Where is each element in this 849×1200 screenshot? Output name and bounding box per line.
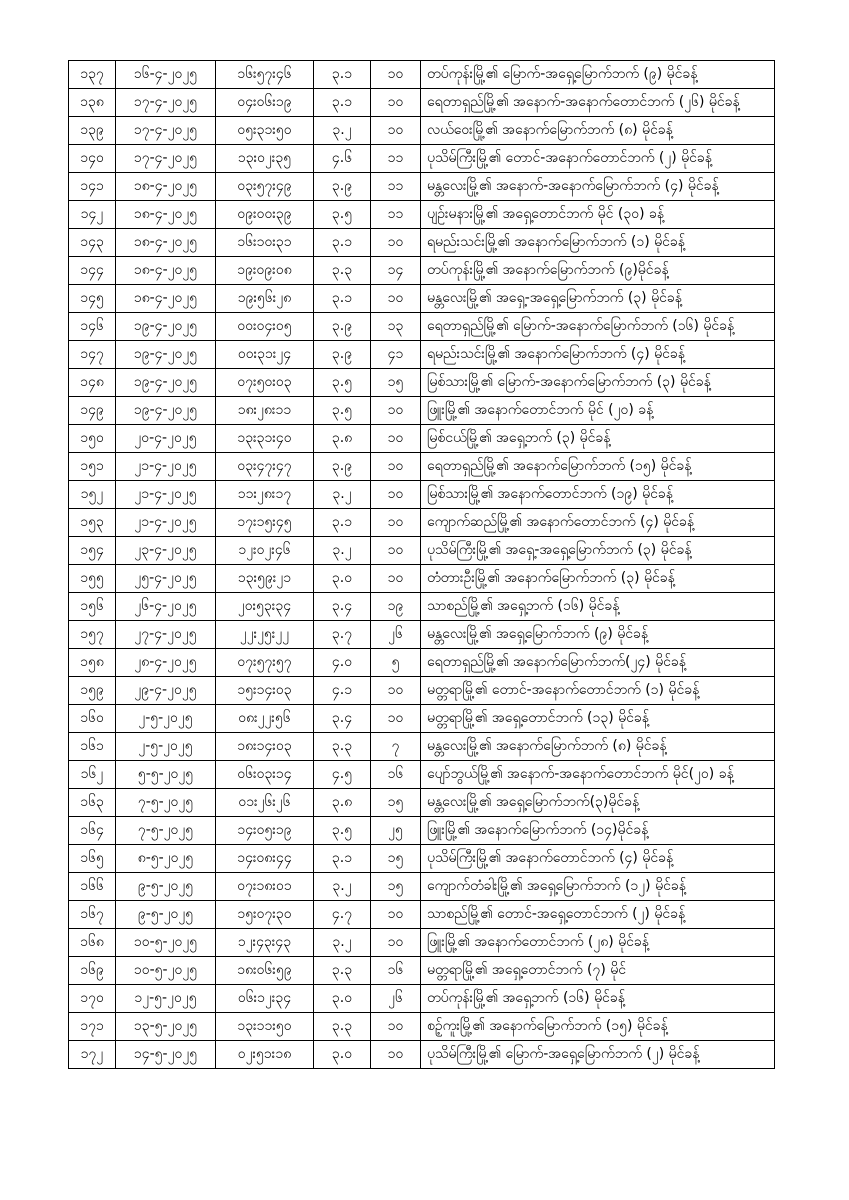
- time-cell: ၁၄း၀၅း၁၉: [216, 817, 314, 845]
- row-number-cell: ၁၇၁: [69, 1013, 116, 1041]
- table-row: [69, 733, 775, 761]
- depth-cell: ၁၄: [371, 257, 421, 285]
- location-cell: မန္တလေးမြို့၏ အရှေ့မြောက်ဘက် (၉) မိုင်ခန့်: [421, 621, 775, 649]
- time-cell: ၀၁း၂၆း၂၆: [216, 789, 314, 817]
- magnitude-cell: ၄.၇: [314, 901, 371, 929]
- date-cell: ၁၇-၄-၂၀၂၅: [116, 89, 216, 117]
- depth-cell: ၁၀: [371, 509, 421, 537]
- table-row: [69, 649, 775, 677]
- date-cell: ၂၅-၄-၂၀၂၅: [116, 565, 216, 593]
- table-row: [69, 593, 775, 621]
- table-row: [69, 453, 775, 481]
- magnitude-cell: ၃.၁: [314, 509, 371, 537]
- row-number-cell: ၁၇၂: [69, 1041, 116, 1069]
- time-cell: ၁၄း၀၈း၄၄: [216, 845, 314, 873]
- table-row: [69, 901, 775, 929]
- location-cell: ပုသိမ်ကြီးမြို့၏ အနောက်တောင်ဘက် (၄) မိုင်ခန့်: [421, 845, 775, 873]
- time-cell: ၀၆း၁၂း၃၄: [216, 985, 314, 1013]
- time-cell: ၀၇း၅၀း၀၃: [216, 369, 314, 397]
- time-cell: ၀၇း၅၇း၅၇: [216, 649, 314, 677]
- time-cell: ၁၅း၁၄း၀၃: [216, 677, 314, 705]
- table-row: [69, 1041, 775, 1069]
- date-cell: ၂၁-၄-၂၀၂၅: [116, 481, 216, 509]
- depth-cell: ၁၀: [371, 929, 421, 957]
- date-cell: ၂၈-၄-၂၀၂၅: [116, 649, 216, 677]
- depth-cell: ၁၀: [371, 89, 421, 117]
- magnitude-cell: ၄.၁: [314, 677, 371, 705]
- depth-cell: ၁၀: [371, 61, 421, 89]
- date-cell: ၂-၅-၂၀၂၅: [116, 705, 216, 733]
- table-row: [69, 173, 775, 201]
- table-row: [69, 89, 775, 117]
- table-row: [69, 817, 775, 845]
- depth-cell: ၁၁: [371, 145, 421, 173]
- magnitude-cell: ၄.၅: [314, 761, 371, 789]
- depth-cell: ၁၀: [371, 901, 421, 929]
- date-cell: ၁၀-၅-၂၀၂၅: [116, 957, 216, 985]
- depth-cell: ၁၁: [371, 201, 421, 229]
- time-cell: ၀၅း၃၁း၅၀: [216, 117, 314, 145]
- depth-cell: ၁၅: [371, 845, 421, 873]
- table-row: [69, 621, 775, 649]
- time-cell: ၁၉း၅၆း၂၈: [216, 285, 314, 313]
- time-cell: ၀၃း၅၇း၄၉: [216, 173, 314, 201]
- location-cell: တပ်ကုန်းမြို့၏ အရှေ့ဘက် (၁၆) မိုင်ခန့်: [421, 985, 775, 1013]
- depth-cell: ၄၁: [371, 341, 421, 369]
- time-cell: ၁၃း၅၉း၂၁: [216, 565, 314, 593]
- time-cell: ၀၇း၁၈း၀၁: [216, 873, 314, 901]
- table-row: [69, 873, 775, 901]
- date-cell: ၂၁-၄-၂၀၂၅: [116, 453, 216, 481]
- row-number-cell: ၁၄၈: [69, 369, 116, 397]
- depth-cell: ၁၀: [371, 425, 421, 453]
- location-cell: ရေတာရှည်မြို့၏ အနောက်မြောက်ဘက်(၂၄) မိုင်ခန့်: [421, 649, 775, 677]
- magnitude-cell: ၃.၁: [314, 845, 371, 873]
- location-cell: ပုသိမ်ကြီးမြို့၏ မြောက်-အရှေ့မြောက်ဘက် (၂) မိုင်ခန့်: [421, 1041, 775, 1069]
- magnitude-cell: ၃.၁: [314, 61, 371, 89]
- row-number-cell: ၁၅၇: [69, 621, 116, 649]
- table-row: [69, 229, 775, 257]
- magnitude-cell: ၃.၁: [314, 229, 371, 257]
- time-cell: ၂၂း၂၅း၂၂: [216, 621, 314, 649]
- time-cell: ၁၆း၅၇း၄၆: [216, 61, 314, 89]
- table-row: [69, 789, 775, 817]
- time-cell: ၂၀း၅၃း၃၄: [216, 593, 314, 621]
- table-row: [69, 677, 775, 705]
- table-row: [69, 845, 775, 873]
- table-row: [69, 705, 775, 733]
- table-row: [69, 929, 775, 957]
- time-cell: ၁၃း၀၂း၃၅: [216, 145, 314, 173]
- magnitude-cell: ၃.၉: [314, 173, 371, 201]
- location-cell: မတ္တရာမြို့၏ အရှေ့တောင်ဘက် (၇) မိုင်: [421, 957, 775, 985]
- row-number-cell: ၁၆၈: [69, 929, 116, 957]
- magnitude-cell: ၃.၅: [314, 201, 371, 229]
- magnitude-cell: ၃.၀: [314, 565, 371, 593]
- row-number-cell: ၁၅၄: [69, 537, 116, 565]
- depth-cell: ၁၀: [371, 537, 421, 565]
- date-cell: ၁၇-၄-၂၀၂၅: [116, 117, 216, 145]
- depth-cell: ၁၅: [371, 369, 421, 397]
- depth-cell: ၁၅: [371, 789, 421, 817]
- magnitude-cell: ၄.၆: [314, 145, 371, 173]
- row-number-cell: ၁၄၀: [69, 145, 116, 173]
- location-cell: ပျော်ဘွယ်မြို့၏ အနောက်-အနောက်တောင်ဘက် မိုင်(၂၀) ခန့်: [421, 761, 775, 789]
- depth-cell: ၇: [371, 733, 421, 761]
- date-cell: ၅-၅-၂၀၂၅: [116, 761, 216, 789]
- magnitude-cell: ၃.၈: [314, 789, 371, 817]
- time-cell: ၁၈း၁၄း၀၃: [216, 733, 314, 761]
- location-cell: မတ္တရာမြို့၏ တောင်-အနောက်တောင်ဘက် (၁) မိုင်ခန့်: [421, 677, 775, 705]
- magnitude-cell: ၃.၅: [314, 369, 371, 397]
- depth-cell: ၁၀: [371, 285, 421, 313]
- time-cell: ၁၆း၁၀း၃၁: [216, 229, 314, 257]
- magnitude-cell: ၃.၂: [314, 481, 371, 509]
- depth-cell: ၁၀: [371, 453, 421, 481]
- time-cell: ၀၈း၂၂း၅၆: [216, 705, 314, 733]
- time-cell: ၁၇း၁၅း၄၅: [216, 509, 314, 537]
- table-row: [69, 761, 775, 789]
- date-cell: ၁၇-၄-၂၀၂၅: [116, 145, 216, 173]
- depth-cell: ၁၀: [371, 565, 421, 593]
- time-cell: ၁၁း၂၈း၁၇: [216, 481, 314, 509]
- date-cell: ၇-၅-၂၀၂၅: [116, 789, 216, 817]
- depth-cell: ၁၅: [371, 873, 421, 901]
- row-number-cell: ၁၅၈: [69, 649, 116, 677]
- time-cell: ၁၅း၀၇း၃၀: [216, 901, 314, 929]
- location-cell: တပ်ကုန်းမြို့၏ အနောက်မြောက်ဘက် (၉)မိုင်ခန့်: [421, 257, 775, 285]
- row-number-cell: ၁၄၂: [69, 201, 116, 229]
- row-number-cell: ၁၅၅: [69, 565, 116, 593]
- location-cell: မြစ်သားမြို့၏ အနောက်တောင်ဘက် (၁၉) မိုင်ခန့်: [421, 481, 775, 509]
- location-cell: တံတားဦးမြို့၏ အနောက်မြောက်ဘက် (၃) မိုင်ခန့်: [421, 565, 775, 593]
- row-number-cell: ၁၆၁: [69, 733, 116, 761]
- location-cell: မန္တလေးမြို့၏ အရှေ့မြောက်ဘက်(၃)မိုင်ခန့်: [421, 789, 775, 817]
- row-number-cell: ၁၅၀: [69, 425, 116, 453]
- depth-cell: ၁၆: [371, 957, 421, 985]
- time-cell: ၀၉း၀၀း၃၉: [216, 201, 314, 229]
- depth-cell: ၂၆: [371, 621, 421, 649]
- depth-cell: ၂၅: [371, 817, 421, 845]
- table-row: [69, 509, 775, 537]
- date-cell: ၇-၅-၂၀၂၅: [116, 817, 216, 845]
- row-number-cell: ၁၆၃: [69, 789, 116, 817]
- date-cell: ၁၀-၅-၂၀၂၅: [116, 929, 216, 957]
- row-number-cell: ၁၄၁: [69, 173, 116, 201]
- table-row: [69, 201, 775, 229]
- magnitude-cell: ၃.၈: [314, 425, 371, 453]
- table-row: [69, 985, 775, 1013]
- location-cell: မြစ်သားမြို့၏ မြောက်-အနောက်မြောက်ဘက် (၃) မိုင်ခန့်: [421, 369, 775, 397]
- date-cell: ၁၄-၅-၂၀၂၅: [116, 1041, 216, 1069]
- depth-cell: ၁၃: [371, 313, 421, 341]
- row-number-cell: ၁၄၅: [69, 285, 116, 313]
- magnitude-cell: ၃.၉: [314, 313, 371, 341]
- magnitude-cell: ၃.၇: [314, 621, 371, 649]
- date-cell: ၉-၅-၂၀၂၅: [116, 873, 216, 901]
- time-cell: ၁၉း၀၉း၀၈: [216, 257, 314, 285]
- magnitude-cell: ၃.၀: [314, 985, 371, 1013]
- time-cell: ၁၃း၃၁း၄၀: [216, 425, 314, 453]
- magnitude-cell: ၃.၄: [314, 705, 371, 733]
- location-cell: ရမည်းသင်းမြို့၏ အနောက်မြောက်ဘက် (၁) မိုင်ခန့်: [421, 229, 775, 257]
- location-cell: လယ်ဝေးမြို့၏ အနောက်မြောက်ဘက် (၈) မိုင်ခန့်: [421, 117, 775, 145]
- date-cell: ၁၈-၄-၂၀၂၅: [116, 201, 216, 229]
- location-cell: မြစ်ငယ်မြို့၏ အရှေ့ဘက် (၃) မိုင်ခန့်: [421, 425, 775, 453]
- location-cell: တပ်ကုန်းမြို့၏ မြောက်-အရှေ့မြောက်ဘက် (၉) မိုင်ခန့်: [421, 61, 775, 89]
- table-row: [69, 397, 775, 425]
- depth-cell: ၁၆: [371, 761, 421, 789]
- row-number-cell: ၁၇၀: [69, 985, 116, 1013]
- date-cell: ၂၀-၄-၂၀၂၅: [116, 425, 216, 453]
- time-cell: ၀၀း၃၁း၂၄: [216, 341, 314, 369]
- time-cell: ၀၀း၀၄း၀၅: [216, 313, 314, 341]
- row-number-cell: ၁၄၉: [69, 397, 116, 425]
- date-cell: ၁၉-၄-၂၀၂၅: [116, 369, 216, 397]
- location-cell: ဖြူးမြို့၏ အနောက်တောင်ဘက် မိုင် (၂၀) ခန့်: [421, 397, 775, 425]
- location-cell: ရမည်းသင်းမြို့၏ အနောက်မြောက်ဘက် (၄) မိုင်ခန့်: [421, 341, 775, 369]
- time-cell: ၁၈း၂၈း၁၁: [216, 397, 314, 425]
- magnitude-cell: ၃.၉: [314, 341, 371, 369]
- time-cell: ၁၃း၁၁း၅၀: [216, 1013, 314, 1041]
- time-cell: ၁၈း၀၆း၅၉: [216, 957, 314, 985]
- date-cell: ၉-၅-၂၀၂၅: [116, 901, 216, 929]
- depth-cell: ၁၀: [371, 481, 421, 509]
- row-number-cell: ၁၅၃: [69, 509, 116, 537]
- magnitude-cell: ၃.၂: [314, 929, 371, 957]
- magnitude-cell: ၃.၂: [314, 537, 371, 565]
- location-cell: ရေတာရှည်မြို့၏ အနောက်မြောက်ဘက် (၁၅) မိုင်ခန့်: [421, 453, 775, 481]
- date-cell: ၂၇-၄-၂၀၂၅: [116, 621, 216, 649]
- date-cell: ၁၂-၅-၂၀၂၅: [116, 985, 216, 1013]
- magnitude-cell: ၃.၁: [314, 285, 371, 313]
- location-cell: ရေတာရှည်မြို့၏ အနောက်-အနောက်တောင်ဘက် (၂၆) မိုင်ခန့်: [421, 89, 775, 117]
- depth-cell: ၁၀: [371, 1041, 421, 1069]
- depth-cell: ၁၀: [371, 229, 421, 257]
- date-cell: ၂၃-၄-၂၀၂၅: [116, 537, 216, 565]
- depth-cell: ၁၀: [371, 117, 421, 145]
- table-row: [69, 481, 775, 509]
- time-cell: ၁၂း၄၃း၄၃: [216, 929, 314, 957]
- date-cell: ၁၆-၄-၂၀၂၅: [116, 61, 216, 89]
- magnitude-cell: ၃.၃: [314, 257, 371, 285]
- time-cell: ၁၂း၀၂း၄၆: [216, 537, 314, 565]
- date-cell: ၂-၅-၂၀၂၅: [116, 733, 216, 761]
- row-number-cell: ၁၄၄: [69, 257, 116, 285]
- magnitude-cell: ၃.၁: [314, 89, 371, 117]
- location-cell: ဖြူးမြို့၏ အနောက်တောင်ဘက် (၂၈) မိုင်ခန့်: [421, 929, 775, 957]
- row-number-cell: ၁၆၉: [69, 957, 116, 985]
- earthquake-table: [68, 60, 775, 1069]
- table-row: [69, 1013, 775, 1041]
- time-cell: ၀၄း၀၆း၁၉: [216, 89, 314, 117]
- table-row: [69, 425, 775, 453]
- date-cell: ၈-၅-၂၀၂၅: [116, 845, 216, 873]
- date-cell: ၁၉-၄-၂၀၂၅: [116, 397, 216, 425]
- magnitude-cell: ၃.၃: [314, 957, 371, 985]
- depth-cell: ၁၀: [371, 397, 421, 425]
- table-row: [69, 313, 775, 341]
- location-cell: သာစည်မြို့၏ တောင်-အရှေ့တောင်ဘက် (၂) မိုင်ခန့်: [421, 901, 775, 929]
- row-number-cell: ၁၅၁: [69, 453, 116, 481]
- date-cell: ၁၈-၄-၂၀၂၅: [116, 285, 216, 313]
- location-cell: စဉ့်ကူးမြို့၏ အနောက်မြောက်ဘက် (၁၅) မိုင်ခန့်: [421, 1013, 775, 1041]
- row-number-cell: ၁၃၇: [69, 61, 116, 89]
- time-cell: ၀၆း၀၃း၁၄: [216, 761, 314, 789]
- row-number-cell: ၁၆၂: [69, 761, 116, 789]
- row-number-cell: ၁၄၇: [69, 341, 116, 369]
- magnitude-cell: ၃.၀: [314, 1041, 371, 1069]
- date-cell: ၁၉-၄-၂၀၂၅: [116, 341, 216, 369]
- table-row: [69, 61, 775, 89]
- magnitude-cell: ၃.၉: [314, 453, 371, 481]
- location-cell: ပုသိမ်ကြီးမြို့၏ တောင်-အနောက်တောင်ဘက် (၂) မိုင်ခန့်: [421, 145, 775, 173]
- location-cell: ပုသိမ်ကြီးမြို့၏ အရှေ့-အရှေ့မြောက်ဘက် (၃) မိုင်ခန့်: [421, 537, 775, 565]
- magnitude-cell: ၄.၀: [314, 649, 371, 677]
- date-cell: ၁၈-၄-၂၀၂၅: [116, 257, 216, 285]
- location-cell: ဖြူးမြို့၏ အနောက်မြောက်ဘက် (၁၄)မိုင်ခန့်: [421, 817, 775, 845]
- date-cell: ၂၁-၄-၂၀၂၅: [116, 509, 216, 537]
- time-cell: ၀၂း၅၁း၁၈: [216, 1041, 314, 1069]
- earthquake-table-page: [68, 60, 774, 1069]
- row-number-cell: ၁၄၃: [69, 229, 116, 257]
- date-cell: ၁၈-၄-၂၀၂၅: [116, 173, 216, 201]
- date-cell: ၁၃-၅-၂၀၂၅: [116, 1013, 216, 1041]
- location-cell: ကျောက်တံခါးမြို့၏ အရှေ့မြောက်ဘက် (၁၂) မိုင်ခန့်: [421, 873, 775, 901]
- magnitude-cell: ၃.၅: [314, 397, 371, 425]
- depth-cell: ၁၀: [371, 677, 421, 705]
- location-cell: ကျောက်ဆည်မြို့၏ အနောက်တောင်ဘက် (၄) မိုင်ခန့်: [421, 509, 775, 537]
- date-cell: ၂၉-၄-၂၀၂၅: [116, 677, 216, 705]
- row-number-cell: ၁၆၆: [69, 873, 116, 901]
- depth-cell: ၁၀: [371, 1013, 421, 1041]
- row-number-cell: ၁၆၀: [69, 705, 116, 733]
- location-cell: သာစည်မြို့၏ အရှေ့ဘက် (၁၆) မိုင်ခန့်: [421, 593, 775, 621]
- date-cell: ၁၉-၄-၂၀၂၅: [116, 313, 216, 341]
- date-cell: ၁၈-၄-၂၀၂၅: [116, 229, 216, 257]
- depth-cell: ၁၉: [371, 593, 421, 621]
- depth-cell: ၂၆: [371, 985, 421, 1013]
- row-number-cell: ၁၃၈: [69, 89, 116, 117]
- depth-cell: ၁၁: [371, 173, 421, 201]
- table-row: [69, 537, 775, 565]
- row-number-cell: ၁၅၉: [69, 677, 116, 705]
- location-cell: မန္တလေးမြို့၏ အရှေ့-အရှေ့မြောက်ဘက် (၃) မိုင်ခန့်: [421, 285, 775, 313]
- table-row: [69, 117, 775, 145]
- row-number-cell: ၁၆၄: [69, 817, 116, 845]
- row-number-cell: ၁၄၆: [69, 313, 116, 341]
- table-row: [69, 565, 775, 593]
- row-number-cell: ၁၅၆: [69, 593, 116, 621]
- table-row: [69, 957, 775, 985]
- row-number-cell: ၁၆၇: [69, 901, 116, 929]
- magnitude-cell: ၃.၄: [314, 593, 371, 621]
- magnitude-cell: ၃.၂: [314, 117, 371, 145]
- row-number-cell: ၁၃၉: [69, 117, 116, 145]
- magnitude-cell: ၃.၂: [314, 873, 371, 901]
- location-cell: မတ္တရာမြို့၏ အရှေ့တောင်ဘက် (၁၃) မိုင်ခန့်: [421, 705, 775, 733]
- table-row: [69, 369, 775, 397]
- location-cell: ပျဉ်းမနားမြို့၏ အရှေ့တောင်ဘက် မိုင် (၃၀) ခန့်: [421, 201, 775, 229]
- table-row: [69, 285, 775, 313]
- depth-cell: ၅: [371, 649, 421, 677]
- table-row: [69, 145, 775, 173]
- depth-cell: ၁၀: [371, 705, 421, 733]
- table-body: [69, 61, 775, 1069]
- time-cell: ၀၃း၄၇း၄၇: [216, 453, 314, 481]
- table-row: [69, 257, 775, 285]
- magnitude-cell: ၃.၃: [314, 733, 371, 761]
- row-number-cell: ၁၅၂: [69, 481, 116, 509]
- table-row: [69, 341, 775, 369]
- location-cell: မန္တလေးမြို့၏ အနောက်မြောက်ဘက် (၈) မိုင်ခန့်: [421, 733, 775, 761]
- location-cell: မန္တလေးမြို့၏ အနောက်-အနောက်မြောက်ဘက် (၄) မိုင်ခန့်: [421, 173, 775, 201]
- date-cell: ၂၆-၄-၂၀၂၅: [116, 593, 216, 621]
- magnitude-cell: ၃.၅: [314, 817, 371, 845]
- row-number-cell: ၁၆၅: [69, 845, 116, 873]
- location-cell: ရေတာရှည်မြို့၏ မြောက်-အနောက်မြောက်ဘက် (၁၆) မိုင်ခန့်: [421, 313, 775, 341]
- magnitude-cell: ၃.၃: [314, 1013, 371, 1041]
